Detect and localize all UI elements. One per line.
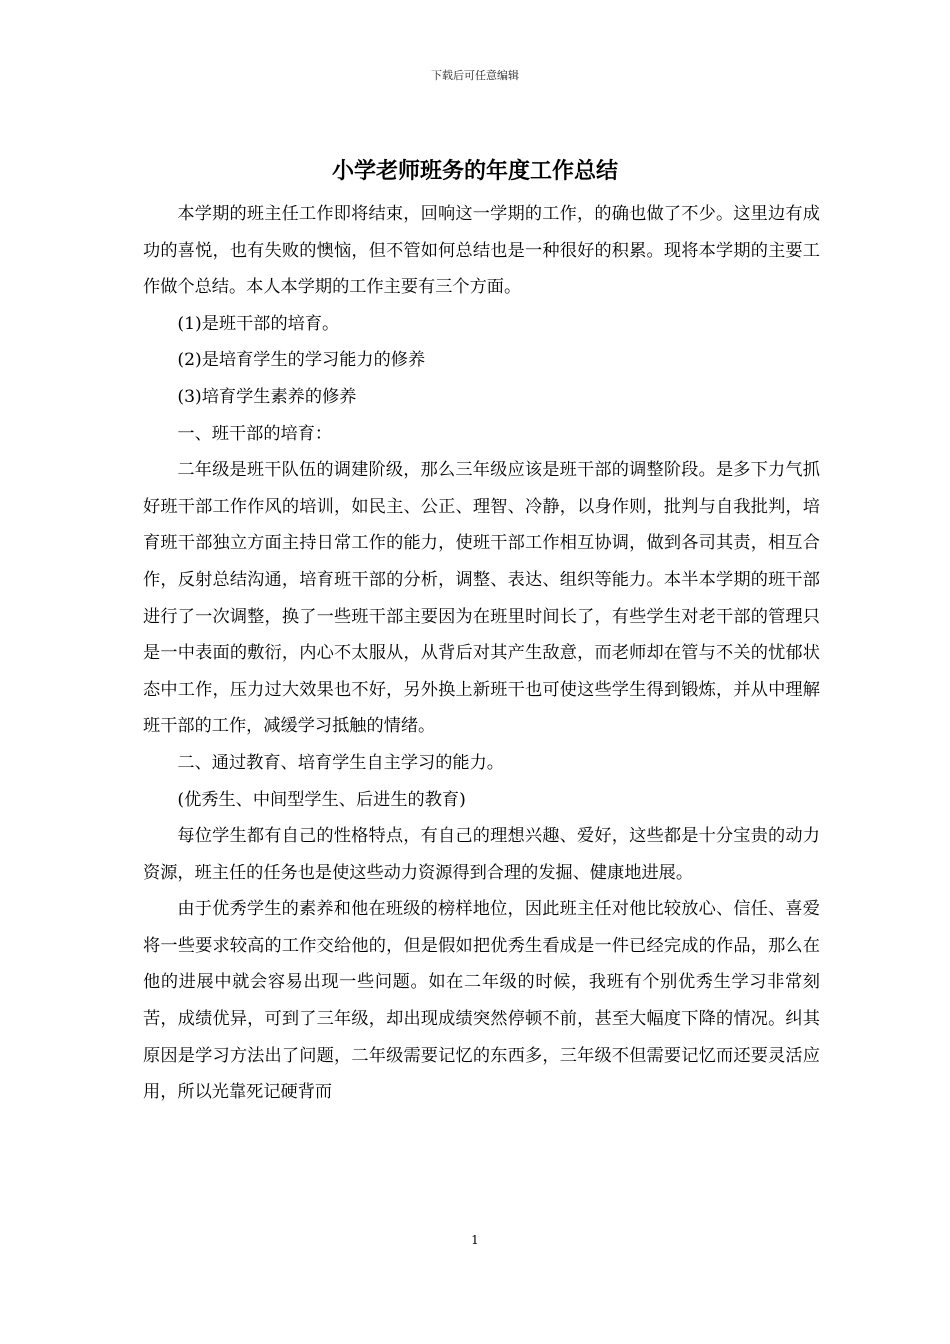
section-subheading-2: (优秀生、中间型学生、后进生的教育) [177,789,466,810]
paragraph-item-2: (2)是培育学生的学习能力的修养 [177,350,426,371]
paragraph-cadre-training: 二年级是班干队伍的调建阶级，那么三年级应该是班干部的调整阶段。是多下力气抓好班干部工作作风的培训，如民主、公正、理智、冷静，以身作则，批判与自我批判，培育班干部独立方面主持日常工作的能力，使班干部工作相互协调，做到各司其责，相互合作，反射总结沟通，培育班干部的分析，调整、表达、组织等能力。本半本学期的班干部进行了一次调整，换了一些班干部主要因为在班里时间长了，有些学生对老干部的管理只是一中表面的敷衍，内心不太服从，从背后对其产生敌意，而老师却在管与不关的忧郁状态中工作，压力过大效果也不好，另外换上新班干也可使这些学生得到锻炼，并从中理解班干部的工作，减缓学习抵触的情绪。 [143,460,820,737]
document-body [143,196,820,1111]
section-heading-2: 二、通过教育、培育学生自主学习的能力。 [177,752,504,773]
page-number: 1 [471,1233,479,1247]
document-title: 小学老师班务的年度工作总结 [331,159,618,184]
page-header-note: 下载后可任意编辑 [431,69,519,82]
section-heading-1: 一、班干部的培育： [177,423,333,444]
paragraph-top-students: 由于优秀学生的素养和他在班级的榜样地位，因此班主任对他比较放心、信任、喜爱将一些要求较高的工作交给他的，但是假如把优秀生看成是一件已经完成的作品，那么在他的进展中就会容易出现一些问题。如在二年级的时候，我班有个别优秀生学习非常刻苦，成绩优异，可到了三年级，却出现成绩突然停顿不前，甚至大幅度下降的情况。纠其原因是学习方法出了问题，二年级需要记忆的东西多，三年级不但需要记忆而还要灵活应用，所以光靠死记硬背而 [143,899,820,1103]
paragraph-student-traits: 每位学生都有自己的性格特点，有自己的理想兴趣、爱好，这些都是十分宝贵的动力资源，班主任的任务也是使这些动力资源得到合理的发掘、健康地进展。 [143,826,820,883]
paragraph-item-3: (3)培育学生素养的修养 [177,386,357,407]
paragraph-intro: 本学期的班主任工作即将结束，回响这一学期的工作，的确也做了不少。这里边有成功的喜悦，也有失败的懊恼，但不管如何总结也是一种很好的积累。现将本学期的主要工作做个总结。本人本学期的工作主要有三个方面。 [143,204,820,298]
paragraph-item-1: (1)是班干部的培育。 [177,313,340,334]
